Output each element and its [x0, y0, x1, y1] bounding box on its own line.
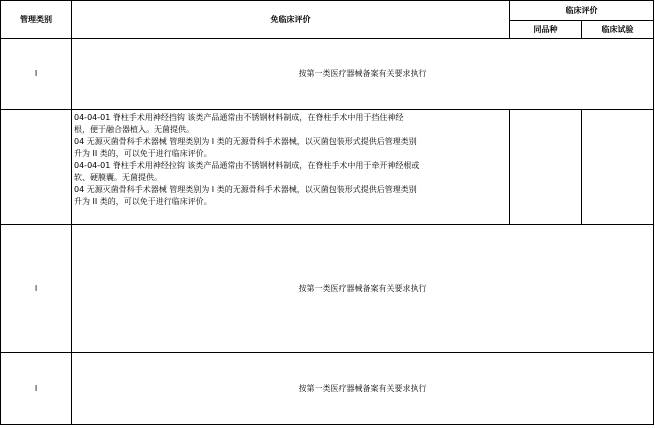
description-line: 升为 II 类的，可以免于进行临床评价。: [74, 197, 212, 206]
table-row: [1, 110, 654, 225]
exemption-cell: [72, 353, 654, 425]
category-cell: [1, 110, 72, 225]
clinical-trial-header: 临床试验: [582, 21, 654, 39]
description-line: 升为 II 类的，可以免于进行临床评价。: [74, 149, 212, 158]
exemption-cell: [72, 225, 654, 353]
exemption-text: 按第一类医疗器械备案有关要求执行: [298, 283, 427, 293]
category-cell: I: [1, 39, 72, 110]
clinical-trial-cell: [582, 110, 654, 225]
description-line: 04 无源灭菌骨科手术器械 管理类别为 I 类的无源骨科手术器械，以灭菌包装形式提供后管理类别: [74, 137, 417, 146]
category-cell: I: [1, 353, 72, 425]
exemption-description-cell: [72, 110, 510, 225]
table-row: [1, 39, 654, 110]
same-variety-header: 同品种: [510, 21, 582, 39]
header-row-1: [1, 1, 654, 21]
exemption-text: 按第一类医疗器械备案有关要求执行: [298, 383, 427, 393]
description-line: 04-04-01 脊柱手术用神经挡钩 该类产品通常由不锈钢材料制成，在脊柱手术中用于挡住神经: [74, 113, 404, 122]
clinical-exemption-header: 免临床评价: [72, 1, 510, 39]
category-cell: I: [1, 225, 72, 353]
description-line: 软、硬膜囊。无菌提供。: [74, 173, 162, 182]
exemption-text: 按第一类医疗器械备案有关要求执行: [298, 69, 427, 78]
description-line: 04 无源灭菌骨科手术器械 管理类别为 I 类的无源骨科手术器械，以灭菌包装形式提供后管理类别: [74, 185, 417, 194]
table-row: [1, 225, 654, 353]
management-category-header: 管理类别: [1, 1, 72, 39]
same-variety-cell: [510, 110, 582, 225]
clinical-evaluation-header: 临床评价: [510, 1, 654, 21]
description-line: 根，便于融合器植入。无菌提供。: [74, 125, 194, 134]
description-line: 04-04-01 脊柱手术用神经拉钩 该类产品通常由不锈钢材料制成，在脊柱手术中用于牵开神经根或: [74, 161, 420, 170]
table-row: [1, 353, 654, 425]
exemption-cell: [72, 39, 654, 110]
